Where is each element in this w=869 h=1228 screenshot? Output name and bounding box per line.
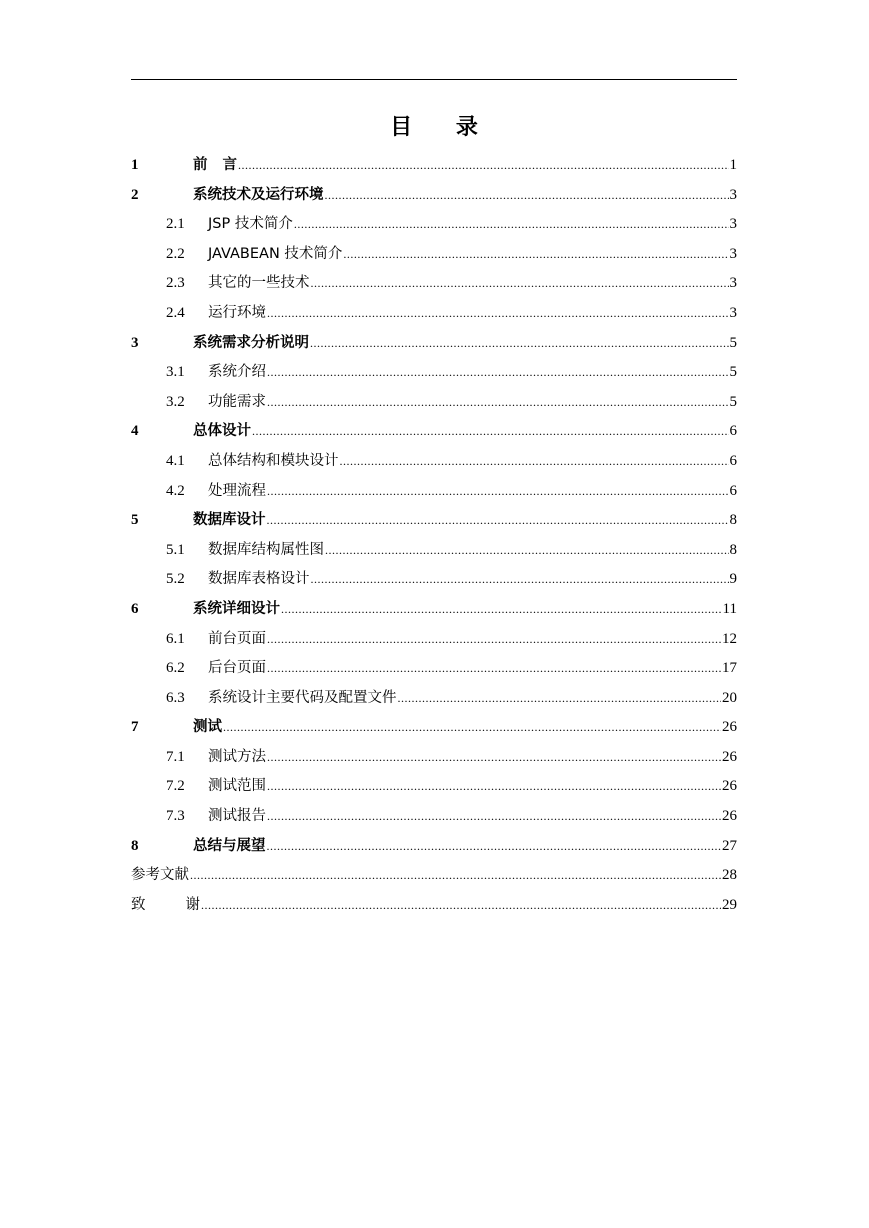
toc-entry-title: 系统需求分析说明: [193, 334, 309, 351]
toc-leader-dots: [238, 151, 729, 181]
toc-leader-dots: [325, 181, 729, 211]
toc-entry-title: 前 言: [193, 157, 237, 173]
toc-entry-page-number: 3: [729, 275, 737, 292]
toc-entry-page-number: 20: [722, 689, 737, 706]
toc-entry-number: 5: [131, 512, 139, 529]
toc-leader-dots: [267, 654, 721, 684]
toc-entry-page-number: 26: [722, 719, 737, 736]
toc-entry-number: 6.3: [166, 689, 185, 706]
toc-entry-number: 3.1: [166, 364, 185, 381]
toc-entry[interactable]: [131, 181, 737, 211]
toc-entry-number: 2.3: [166, 275, 185, 292]
toc-entry-page-number: 17: [722, 660, 737, 677]
toc-entry[interactable]: [131, 861, 737, 891]
toc-entry-title: 系统技术及运行环境: [193, 186, 324, 203]
toc-entry-title: 功能需求: [208, 393, 266, 410]
toc-entry-page-number: 5: [729, 364, 737, 381]
toc-entry-number: 5.1: [166, 541, 185, 558]
toc-entry-number: 4.1: [166, 452, 185, 469]
toc-leader-dots: [267, 477, 729, 507]
toc-entry[interactable]: [131, 151, 737, 181]
toc-entry[interactable]: [131, 299, 737, 329]
toc-leader-dots: [267, 358, 729, 388]
header-rule: [131, 79, 737, 80]
toc-entry-page-number: 1: [729, 157, 737, 173]
toc-entry-title: 数据库结构属性图: [208, 541, 324, 558]
toc-entry-page-number: 26: [722, 808, 737, 825]
toc-leader-dots: [294, 210, 729, 240]
toc-entry-number: 8: [131, 837, 139, 854]
toc-entry-title: 系统详细设计: [193, 600, 280, 617]
toc-entry-page-number: 12: [722, 630, 737, 647]
toc-leader-dots: [340, 447, 729, 477]
toc-entry-title: 总体设计: [193, 423, 251, 440]
toc-entry-title: JSP 技术简介: [208, 216, 293, 233]
toc-leader-dots: [267, 832, 722, 862]
toc-entry[interactable]: [131, 891, 737, 921]
toc-leader-dots: [252, 417, 729, 447]
toc-entry-title: 致 谢: [131, 896, 200, 913]
toc-entry[interactable]: [131, 536, 737, 566]
toc-entry-title: JAVABEAN 技术简介: [208, 245, 343, 262]
toc-entry-number: 2.1: [166, 216, 185, 233]
toc-entry[interactable]: [131, 684, 737, 714]
toc-entry[interactable]: [131, 832, 737, 862]
toc-entry[interactable]: [131, 506, 737, 536]
toc-entry-title: 测试: [193, 719, 222, 736]
toc-entry-number: 6: [131, 600, 139, 617]
toc-entry[interactable]: [131, 240, 737, 270]
toc-entry-page-number: 6: [729, 482, 737, 499]
toc-entry-number: 6.1: [166, 630, 185, 647]
toc-entry-number: 7.2: [166, 778, 185, 795]
toc-entry-title: 总体结构和模块设计: [208, 452, 339, 469]
toc-entry[interactable]: [131, 654, 737, 684]
toc-entry[interactable]: [131, 743, 737, 773]
toc-leader-dots: [201, 891, 721, 921]
toc-entry-page-number: 8: [729, 512, 737, 529]
toc-entry[interactable]: [131, 595, 737, 625]
toc-entry-number: 3: [131, 334, 139, 351]
toc-entry-number: 2.4: [166, 304, 185, 321]
toc-entry[interactable]: [131, 447, 737, 477]
toc-entry-title: 系统介绍: [208, 364, 266, 381]
toc-entry-page-number: 29: [722, 896, 737, 913]
toc-entry-number: 7: [131, 719, 139, 736]
toc-entry[interactable]: [131, 477, 737, 507]
toc-leader-dots: [267, 625, 721, 655]
toc-leader-dots: [267, 506, 729, 536]
toc-entry-number: 4: [131, 423, 139, 440]
toc-entry-page-number: 3: [729, 186, 737, 203]
toc-leader-dots: [343, 240, 728, 270]
toc-entry-title: 测试范围: [208, 778, 266, 795]
toc-entry-number: 2.2: [166, 245, 185, 262]
toc-entry-page-number: 28: [722, 867, 737, 884]
toc-entry-title: 测试方法: [208, 748, 266, 765]
page-title: 目 录: [390, 115, 496, 140]
toc-entry-page-number: 26: [722, 748, 737, 765]
toc-entry-page-number: 6: [729, 452, 737, 469]
toc-entry-title: 参考文献: [131, 867, 189, 884]
toc-entry-page-number: 3: [729, 245, 737, 262]
toc-entry-page-number: 27: [722, 837, 737, 854]
toc-leader-dots: [281, 595, 722, 625]
toc-entry-title: 处理流程: [208, 482, 266, 499]
toc-entry-page-number: 5: [729, 393, 737, 410]
toc-entry-title: 系统设计主要代码及配置文件: [208, 689, 397, 706]
toc-entry-number: 2: [131, 186, 139, 203]
toc-entry[interactable]: [131, 269, 737, 299]
toc-entry-page-number: 5: [729, 334, 737, 351]
toc-leader-dots: [267, 299, 729, 329]
table-of-contents: [131, 151, 737, 920]
toc-entry-page-number: 3: [729, 216, 737, 233]
toc-entry[interactable]: [131, 388, 737, 418]
toc-entry-title: 前台页面: [208, 630, 266, 647]
toc-leader-dots: [311, 565, 729, 595]
toc-entry-title: 运行环境: [208, 304, 266, 321]
toc-entry[interactable]: [131, 713, 737, 743]
toc-entry-page-number: 8: [729, 541, 737, 558]
toc-entry-number: 4.2: [166, 482, 185, 499]
toc-entry-number: 1: [131, 157, 139, 173]
toc-entry-page-number: 9: [729, 571, 737, 588]
toc-entry[interactable]: [131, 625, 737, 655]
toc-entry[interactable]: [131, 565, 737, 595]
toc-entry-page-number: 6: [729, 423, 737, 440]
toc-entry[interactable]: [131, 772, 737, 802]
toc-entry[interactable]: [131, 802, 737, 832]
toc-entry[interactable]: [131, 417, 737, 447]
toc-entry-title: 数据库设计: [193, 512, 266, 529]
toc-leader-dots: [325, 536, 729, 566]
toc-entry-number: 6.2: [166, 660, 185, 677]
toc-entry-page-number: 3: [729, 304, 737, 321]
toc-entry[interactable]: [131, 329, 737, 359]
toc-leader-dots: [267, 743, 721, 773]
toc-entry-title: 测试报告: [208, 808, 266, 825]
toc-leader-dots: [311, 269, 729, 299]
toc-entry-page-number: 26: [722, 778, 737, 795]
toc-entry-number: 7.3: [166, 808, 185, 825]
toc-leader-dots: [267, 772, 721, 802]
toc-entry-page-number: 11: [722, 600, 737, 617]
toc-leader-dots: [310, 329, 729, 359]
toc-entry-title: 数据库表格设计: [208, 571, 310, 588]
toc-entry-number: 5.2: [166, 571, 185, 588]
toc-leader-dots: [223, 713, 721, 743]
toc-leader-dots: [267, 388, 729, 418]
toc-entry-number: 7.1: [166, 748, 185, 765]
toc-entry-title: 其它的一些技术: [208, 275, 310, 292]
toc-leader-dots: [190, 861, 721, 891]
toc-entry-number: 3.2: [166, 393, 185, 410]
toc-entry[interactable]: [131, 210, 737, 240]
toc-entry-title: 后台页面: [208, 660, 266, 677]
toc-entry-title: 总结与展望: [193, 837, 266, 854]
toc-leader-dots: [398, 684, 722, 714]
toc-entry[interactable]: [131, 358, 737, 388]
toc-leader-dots: [267, 802, 721, 832]
